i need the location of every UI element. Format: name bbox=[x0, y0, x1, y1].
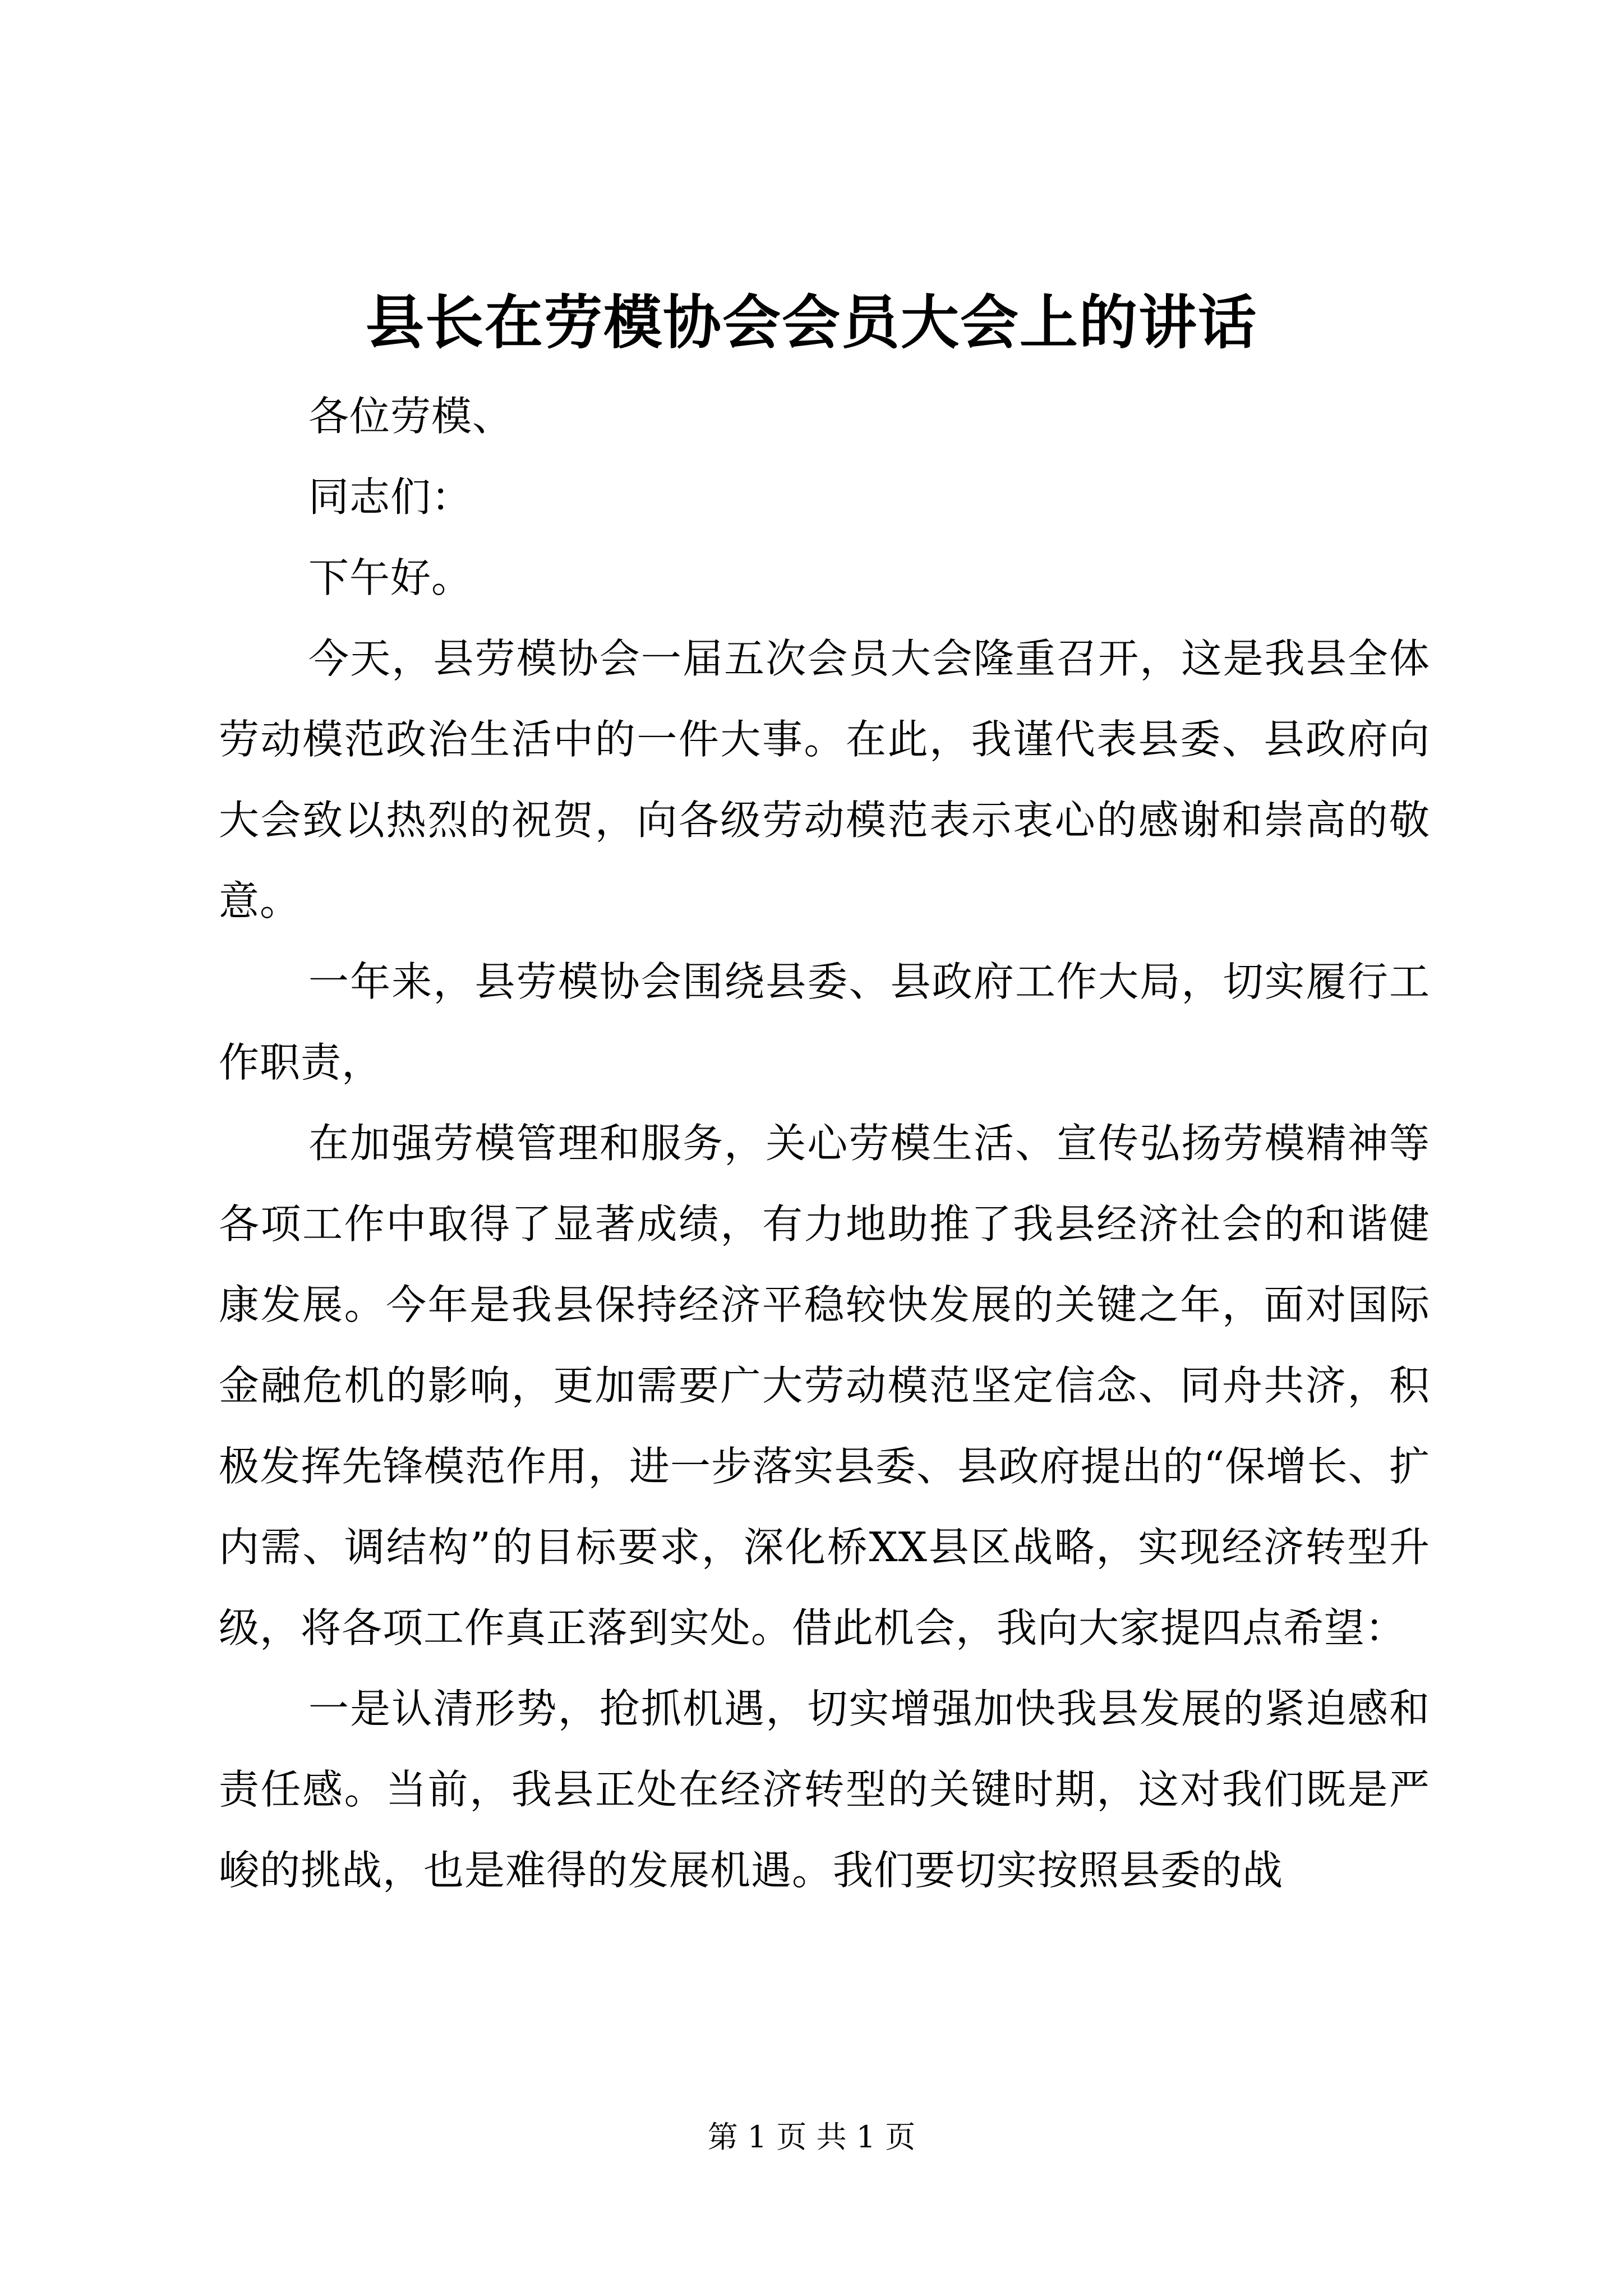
document-body bbox=[219, 376, 1430, 1911]
document-title: 县长在劳模协会会员大会上的讲话 bbox=[365, 288, 1257, 357]
page-footer: 第 1 页 共 1 页 bbox=[707, 2119, 916, 2155]
greeting-paragraph: 下午好。 bbox=[308, 554, 473, 601]
body-paragraph: 一是认清形势，抢抓机遇，切实增强加快我县发展的紧迫感和责任感。当前，我县正处在经济转型的关键时期，这对我们既是严峻的挑战，也是难得的发展机遇。我们要切实按照县委的战 bbox=[219, 1685, 1430, 1894]
body-paragraph: 在加强劳模管理和服务，关心劳模生活、宣传弘扬劳模精神等各项工作中取得了显著成绩，有力地助推了我县经济社会的和谐健康发展。今年是我县保持经济平稳较快发展的关键之年，面对国际金融危机的影响，更加需要广大劳动模范坚定信念、同舟共济，积极发挥先锋模范作用，进一步落实县委、县政府提出的“保增长、扩内需、调结构”的目标要求，深化桥XX县区战略，实现经济转型升级，将各项工作真正落到实处。借此机会，我向大家提四点希望： bbox=[219, 1120, 1430, 1651]
body-paragraph: 今天，县劳模协会一届五次会员大会隆重召开，这是我县全体劳动模范政治生活中的一件大事。在此，我谨代表县委、县政府向大会致以热烈的祝贺，向各级劳动模范表示衷心的感谢和崇高的敬意。 bbox=[219, 635, 1430, 924]
body-paragraph: 一年来，县劳模协会围绕县委、县政府工作大局，切实履行工作职责， bbox=[219, 958, 1430, 1086]
salutation-paragraph: 各位劳模、 bbox=[308, 393, 514, 440]
salutation-paragraph: 同志们： bbox=[308, 473, 473, 521]
